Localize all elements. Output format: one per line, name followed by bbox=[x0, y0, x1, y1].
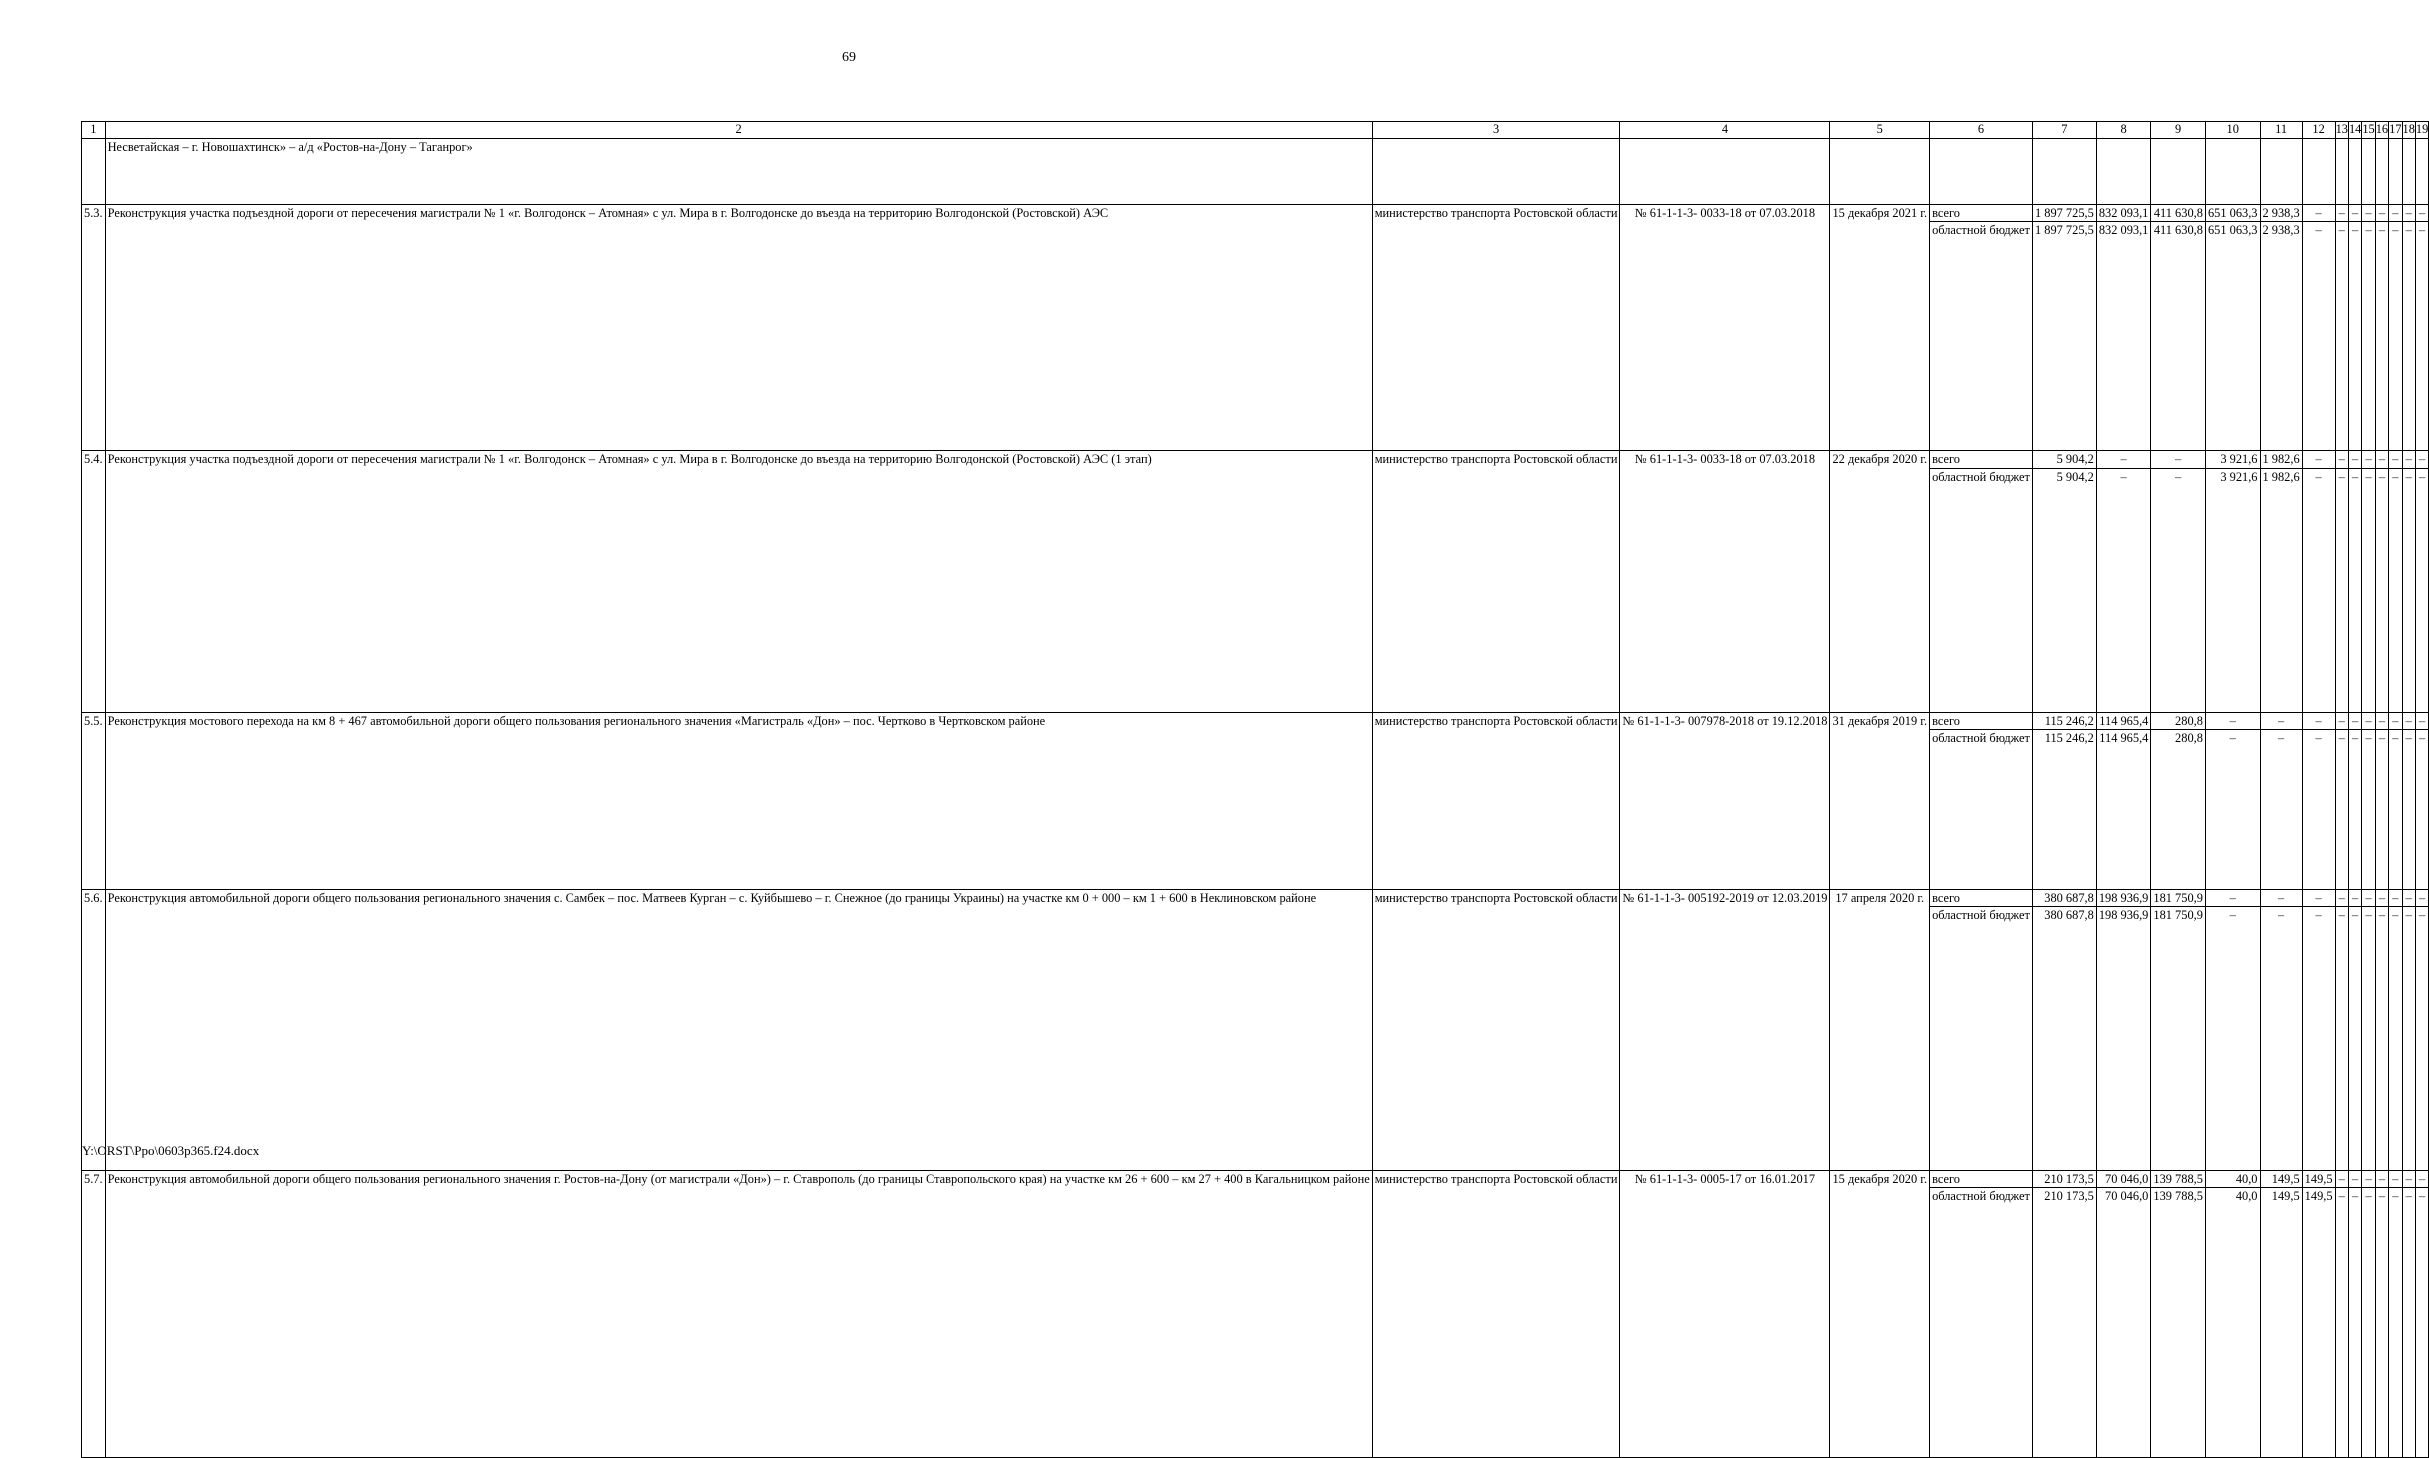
project-row-total bbox=[82, 712, 2429, 729]
value-col-18: – bbox=[2402, 729, 2415, 889]
project-row-total bbox=[82, 889, 2429, 906]
value-col-7: 5 904,2 bbox=[2032, 468, 2096, 712]
value-col-19: – bbox=[2415, 1171, 2428, 1188]
value-col-18: – bbox=[2402, 451, 2415, 468]
value-col-12: – bbox=[2302, 222, 2335, 451]
value-col-10: 651 063,3 bbox=[2205, 222, 2260, 451]
value-col-7: 1 897 725,5 bbox=[2032, 205, 2096, 222]
value-col-7: 210 173,5 bbox=[2032, 1188, 2096, 1458]
value-col-13: – bbox=[2335, 907, 2348, 1171]
value-col-9: 411 630,8 bbox=[2151, 205, 2206, 222]
completion-date: 31 декабря 2019 г. bbox=[1830, 712, 1930, 889]
value-col-10: – bbox=[2205, 712, 2260, 729]
expertise-doc: № 61-1-1-3- 007978-2018 от 19.12.2018 bbox=[1620, 712, 1830, 889]
value-col-16: – bbox=[2375, 1171, 2388, 1188]
value-col-17: – bbox=[2389, 222, 2402, 451]
value-col-15: – bbox=[2362, 712, 2375, 729]
page-number: 69 bbox=[842, 50, 856, 65]
value-col-15: – bbox=[2362, 889, 2375, 906]
funding-source-regional: областной бюджет bbox=[1930, 907, 2033, 1171]
value-col-14: – bbox=[2348, 729, 2361, 889]
value-col-16: – bbox=[2375, 451, 2388, 468]
value-col-19: – bbox=[2415, 712, 2428, 729]
value-col-18: – bbox=[2402, 222, 2415, 451]
value-col-13: – bbox=[2335, 451, 2348, 468]
column-header-8: 8 bbox=[2096, 122, 2151, 139]
value-col-17: – bbox=[2389, 729, 2402, 889]
value-col-11: 1 982,6 bbox=[2260, 468, 2302, 712]
value-col-7: 210 173,5 bbox=[2032, 1171, 2096, 1188]
project-name: Реконструкция автомобильной дороги общего пользования регионального значения с. Самбек – пос. Матвеев Курган – с. Куйбышево – г. Снежное (до границы Украины) на участке км 0 + 000 – км 1 + 600 в Неклиновском районе bbox=[105, 889, 1372, 1170]
value-col-10: 3 921,6 bbox=[2205, 451, 2260, 468]
value-col-9: 280,8 bbox=[2151, 712, 2206, 729]
value-col-16: – bbox=[2375, 907, 2388, 1171]
column-header-14: 14 bbox=[2348, 122, 2361, 139]
value-col-19: – bbox=[2415, 729, 2428, 889]
column-header-19: 19 bbox=[2415, 122, 2428, 139]
value-col-14: – bbox=[2348, 205, 2361, 222]
value-col-14: – bbox=[2348, 222, 2361, 451]
value-col-12: – bbox=[2302, 451, 2335, 468]
column-header-13: 13 bbox=[2335, 122, 2348, 139]
value-col-8: – bbox=[2096, 468, 2151, 712]
value-col-19: – bbox=[2415, 889, 2428, 906]
value-col-11: – bbox=[2260, 729, 2302, 889]
value-col-10: 651 063,3 bbox=[2205, 205, 2260, 222]
funding-source-regional: областной бюджет bbox=[1930, 222, 2033, 451]
value-col-11: 1 982,6 bbox=[2260, 451, 2302, 468]
value-col-17: – bbox=[2389, 889, 2402, 906]
value-col-9: – bbox=[2151, 468, 2206, 712]
value-col-12: 149,5 bbox=[2302, 1188, 2335, 1458]
value-col-19: – bbox=[2415, 1188, 2428, 1458]
value-col-8: 832 093,1 bbox=[2096, 222, 2151, 451]
expertise-doc: № 61-1-1-3- 005192-2019 от 12.03.2019 bbox=[1620, 889, 1830, 1170]
value-col-7: 5 904,2 bbox=[2032, 451, 2096, 468]
executor: министерство транспорта Ростовской области bbox=[1372, 205, 1620, 451]
value-col-8: 114 965,4 bbox=[2096, 712, 2151, 729]
executor: министерство транспорта Ростовской области bbox=[1372, 1171, 1620, 1458]
footer-path: Y:\ORST\Ppo\0603p365.f24.docx bbox=[82, 1143, 260, 1158]
value-col-14: – bbox=[2348, 1171, 2361, 1188]
value-col-9: 139 788,5 bbox=[2151, 1171, 2206, 1188]
value-col-19: – bbox=[2415, 451, 2428, 468]
column-header-16: 16 bbox=[2375, 122, 2388, 139]
value-col-14: – bbox=[2348, 451, 2361, 468]
value-col-19: – bbox=[2415, 907, 2428, 1171]
row-number: 5.6. bbox=[82, 889, 106, 1170]
column-header-3: 3 bbox=[1372, 122, 1620, 139]
row-number: 5.7. bbox=[82, 1171, 106, 1458]
value-col-18: – bbox=[2402, 712, 2415, 729]
value-col-8: 70 046,0 bbox=[2096, 1188, 2151, 1458]
value-col-13: – bbox=[2335, 712, 2348, 729]
value-col-8: 198 936,9 bbox=[2096, 907, 2151, 1171]
value-col-9: – bbox=[2151, 451, 2206, 468]
project-row-total bbox=[82, 451, 2429, 468]
value-col-15: – bbox=[2362, 907, 2375, 1171]
column-header-12: 12 bbox=[2302, 122, 2335, 139]
value-col-12: 149,5 bbox=[2302, 1171, 2335, 1188]
executor: министерство транспорта Ростовской области bbox=[1372, 451, 1620, 712]
column-header-6: 6 bbox=[1930, 122, 2033, 139]
value-col-10: 3 921,6 bbox=[2205, 468, 2260, 712]
value-col-19: – bbox=[2415, 468, 2428, 712]
completion-date: 15 декабря 2020 г. bbox=[1830, 1171, 1930, 1458]
value-col-11: – bbox=[2260, 889, 2302, 906]
expertise-doc: № 61-1-1-3- 0005-17 от 16.01.2017 bbox=[1620, 1171, 1830, 1458]
funding-source-regional: областной бюджет bbox=[1930, 1188, 2033, 1458]
value-col-17: – bbox=[2389, 712, 2402, 729]
value-col-9: 139 788,5 bbox=[2151, 1188, 2206, 1458]
project-name: Реконструкция мостового перехода на км 8 + 467 автомобильной дороги общего пользования регионального значения «Магистраль «Дон» – пос. Чертково в Чертковском районе bbox=[105, 712, 1372, 889]
value-col-13: – bbox=[2335, 1188, 2348, 1458]
value-col-11: 2 938,3 bbox=[2260, 205, 2302, 222]
completion-date: 22 декабря 2020 г. bbox=[1830, 451, 1930, 712]
value-col-7: 380 687,8 bbox=[2032, 889, 2096, 906]
value-col-18: – bbox=[2402, 205, 2415, 222]
value-col-16: – bbox=[2375, 1188, 2388, 1458]
value-col-12: – bbox=[2302, 907, 2335, 1171]
project-row-total bbox=[82, 1171, 2429, 1188]
funding-source-total: всего bbox=[1930, 451, 2033, 468]
value-col-11: 2 938,3 bbox=[2260, 222, 2302, 451]
value-col-15: – bbox=[2362, 468, 2375, 712]
value-col-12: – bbox=[2302, 468, 2335, 712]
value-col-19: – bbox=[2415, 205, 2428, 222]
project-name: Реконструкция участка подъездной дороги от пересечения магистрали № 1 «г. Волгодонск – Атомная» с ул. Мира в г. Волгодонске до въезда на территорию Волгодонской (Ростовской) АЭС bbox=[105, 205, 1372, 451]
value-col-11: 149,5 bbox=[2260, 1171, 2302, 1188]
column-header-7: 7 bbox=[2032, 122, 2096, 139]
value-col-18: – bbox=[2402, 889, 2415, 906]
value-col-15: – bbox=[2362, 222, 2375, 451]
project-name: Реконструкция автомобильной дороги общего пользования регионального значения г. Ростов-на-Дону (от магистрали «Дон») – г. Ставрополь (до границы Ставропольского края) на участке км 26 + 600 – км 27 + 400 в Кагальницком районе bbox=[105, 1171, 1372, 1458]
funding-source-regional: областной бюджет bbox=[1930, 468, 2033, 712]
value-col-17: – bbox=[2389, 451, 2402, 468]
column-header-17: 17 bbox=[2389, 122, 2402, 139]
executor: министерство транспорта Ростовской области bbox=[1372, 712, 1620, 889]
value-col-12: – bbox=[2302, 729, 2335, 889]
column-header-11: 11 bbox=[2260, 122, 2302, 139]
funding-source-total: всего bbox=[1930, 712, 2033, 729]
value-col-16: – bbox=[2375, 205, 2388, 222]
column-header-18: 18 bbox=[2402, 122, 2415, 139]
value-col-8: 114 965,4 bbox=[2096, 729, 2151, 889]
value-col-10: – bbox=[2205, 729, 2260, 889]
continuation-text: Несветайская – г. Новошахтинск» – а/д «Ростов-на-Дону – Таганрог» bbox=[105, 139, 1372, 205]
column-header-15: 15 bbox=[2362, 122, 2375, 139]
column-header-9: 9 bbox=[2151, 122, 2206, 139]
value-col-15: – bbox=[2362, 205, 2375, 222]
value-col-17: – bbox=[2389, 1171, 2402, 1188]
value-col-11: 149,5 bbox=[2260, 1188, 2302, 1458]
value-col-14: – bbox=[2348, 907, 2361, 1171]
row-number: 5.3. bbox=[82, 205, 106, 451]
row-number: 5.4. bbox=[82, 451, 106, 712]
value-col-17: – bbox=[2389, 468, 2402, 712]
value-col-18: – bbox=[2402, 1171, 2415, 1188]
completion-date: 15 декабря 2021 г. bbox=[1830, 205, 1930, 451]
value-col-17: – bbox=[2389, 1188, 2402, 1458]
column-header-2: 2 bbox=[105, 122, 1372, 139]
value-col-12: – bbox=[2302, 889, 2335, 906]
funding-source-regional: областной бюджет bbox=[1930, 729, 2033, 889]
value-col-13: – bbox=[2335, 889, 2348, 906]
value-col-8: 198 936,9 bbox=[2096, 889, 2151, 906]
value-col-19: – bbox=[2415, 222, 2428, 451]
value-col-7: 115 246,2 bbox=[2032, 712, 2096, 729]
continuation-row bbox=[82, 139, 2429, 205]
value-col-15: – bbox=[2362, 1188, 2375, 1458]
value-col-15: – bbox=[2362, 1171, 2375, 1188]
table-header bbox=[82, 122, 2429, 139]
value-col-18: – bbox=[2402, 907, 2415, 1171]
value-col-10: – bbox=[2205, 889, 2260, 906]
value-col-8: 70 046,0 bbox=[2096, 1171, 2151, 1188]
value-col-17: – bbox=[2389, 907, 2402, 1171]
expertise-doc: № 61-1-1-3- 0033-18 от 07.03.2018 bbox=[1620, 205, 1830, 451]
column-header-5: 5 bbox=[1830, 122, 1930, 139]
value-col-7: 1 897 725,5 bbox=[2032, 222, 2096, 451]
completion-date: 17 апреля 2020 г. bbox=[1830, 889, 1930, 1170]
value-col-17: – bbox=[2389, 205, 2402, 222]
value-col-16: – bbox=[2375, 729, 2388, 889]
value-col-15: – bbox=[2362, 451, 2375, 468]
project-row-total bbox=[82, 205, 2429, 222]
value-col-16: – bbox=[2375, 468, 2388, 712]
column-header-1: 1 bbox=[82, 122, 106, 139]
value-col-9: 181 750,9 bbox=[2151, 907, 2206, 1171]
project-name: Реконструкция участка подъездной дороги от пересечения магистрали № 1 «г. Волгодонск – Атомная» с ул. Мира в г. Волгодонске до въезда на территорию Волгодонской (Ростовской) АЭС (1 этап) bbox=[105, 451, 1372, 712]
value-col-16: – bbox=[2375, 889, 2388, 906]
value-col-14: – bbox=[2348, 712, 2361, 729]
value-col-11: – bbox=[2260, 907, 2302, 1171]
expertise-doc: № 61-1-1-3- 0033-18 от 07.03.2018 bbox=[1620, 451, 1830, 712]
value-col-9: 181 750,9 bbox=[2151, 889, 2206, 906]
value-col-18: – bbox=[2402, 468, 2415, 712]
row-number: 5.5. bbox=[82, 712, 106, 889]
value-col-16: – bbox=[2375, 222, 2388, 451]
value-col-8: 832 093,1 bbox=[2096, 205, 2151, 222]
value-col-7: 380 687,8 bbox=[2032, 907, 2096, 1171]
value-col-12: – bbox=[2302, 712, 2335, 729]
value-col-14: – bbox=[2348, 1188, 2361, 1458]
value-col-16: – bbox=[2375, 712, 2388, 729]
column-header-4: 4 bbox=[1620, 122, 1830, 139]
value-col-10: 40,0 bbox=[2205, 1188, 2260, 1458]
value-col-13: – bbox=[2335, 729, 2348, 889]
value-col-10: – bbox=[2205, 907, 2260, 1171]
value-col-11: – bbox=[2260, 712, 2302, 729]
executor: министерство транспорта Ростовской области bbox=[1372, 889, 1620, 1170]
value-col-9: 411 630,8 bbox=[2151, 222, 2206, 451]
funding-source-total: всего bbox=[1930, 205, 2033, 222]
value-col-8: – bbox=[2096, 451, 2151, 468]
funding-source-total: всего bbox=[1930, 889, 2033, 906]
value-col-9: 280,8 bbox=[2151, 729, 2206, 889]
value-col-13: – bbox=[2335, 468, 2348, 712]
value-col-13: – bbox=[2335, 205, 2348, 222]
budget-table bbox=[81, 121, 2429, 1458]
value-col-15: – bbox=[2362, 729, 2375, 889]
funding-source-total: всего bbox=[1930, 1171, 2033, 1188]
value-col-13: – bbox=[2335, 222, 2348, 451]
value-col-18: – bbox=[2402, 1188, 2415, 1458]
value-col-12: – bbox=[2302, 205, 2335, 222]
column-header-10: 10 bbox=[2205, 122, 2260, 139]
value-col-10: 40,0 bbox=[2205, 1171, 2260, 1188]
value-col-13: – bbox=[2335, 1171, 2348, 1188]
value-col-14: – bbox=[2348, 468, 2361, 712]
value-col-14: – bbox=[2348, 889, 2361, 906]
value-col-7: 115 246,2 bbox=[2032, 729, 2096, 889]
